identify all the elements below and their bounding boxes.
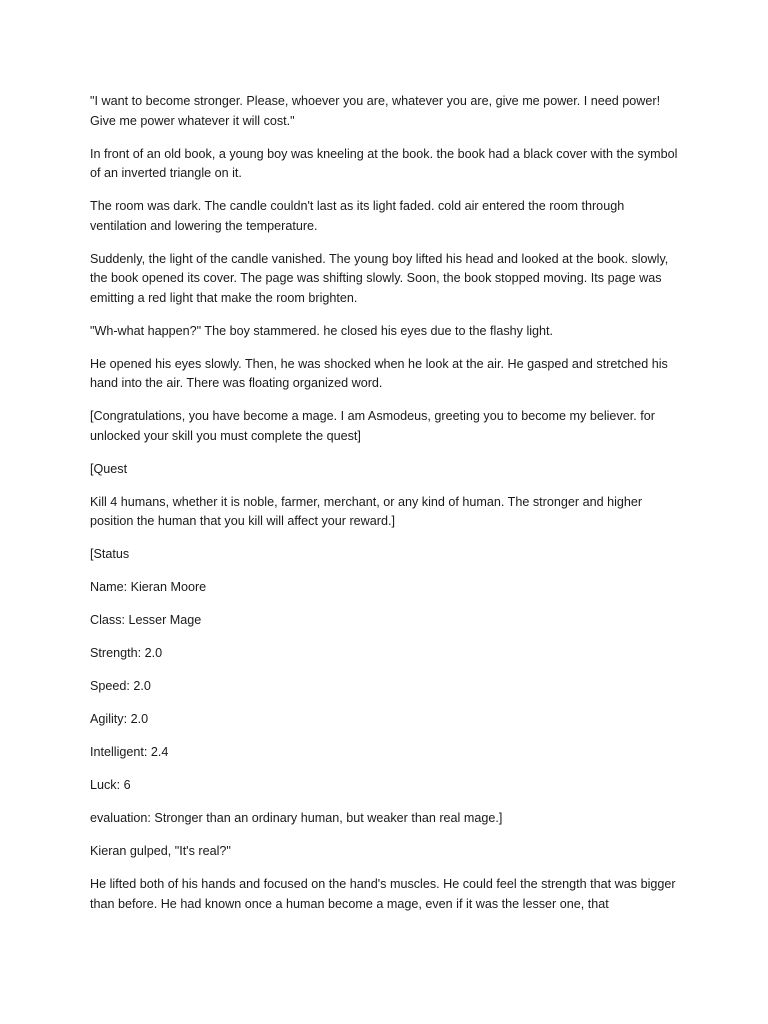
quest-description: Kill 4 humans, whether it is noble, farmer, merchant, or any kind of human. The stronger and higher position the human that you kill will affect your reward.] [90,494,643,528]
status-evaluation: evaluation: Stronger than an ordinary human, but weaker than real mage.] [90,811,503,825]
paragraph-3: The room was dark. The candle couldn't last as its light faded. cold air entered the room through ventilation and lowering the temperature. [90,199,625,233]
quest-header: [Quest [90,461,128,476]
status-luck: Luck: 6 [90,778,131,792]
paragraph-kieran-gulped: Kieran gulped, "It's real?" [90,844,231,858]
status-speed: Speed: 2.0 [90,679,151,693]
paragraph-2: In front of an old book, a young boy was kneeling at the book. the book had a black cover with the symbol of an inverted triangle on it. [90,146,678,180]
paragraph-6: He opened his eyes slowly. Then, he was shocked when he look at the air. He gasped and stretched his hand into the air. There was floating organized word. [90,356,668,390]
paragraph-4: Suddenly, the light of the candle vanished. The young boy lifted his head and looked at the book. slowly, the book opened its cover. The page was shifting slowly. Soon, the book stopped moving. Its page was emitting a red light that make the room brighten. [90,251,669,305]
status-agility: Agility: 2.0 [90,712,149,726]
system-message: [Congratulations, you have become a mage. I am Asmodeus, greeting you to become my believer. for unlocked your skill you must complete the quest] [90,409,655,443]
status-name: Name: Kieran Moore [90,580,207,594]
status-class: Class: Lesser Mage [90,613,202,627]
document-body [90,92,680,928]
paragraph-5: "Wh-what happen?" The boy stammered. he closed his eyes due to the flashy light. [90,323,554,338]
status-intelligent: Intelligent: 2.4 [90,745,169,759]
status-strength: Strength: 2.0 [90,646,163,660]
paragraph-1: "I want to become stronger. Please, whoever you are, whatever you are, give me power. I need power! Give me power whatever it will cost." [90,94,661,128]
status-header: [Status [90,547,130,561]
paragraph-final: He lifted both of his hands and focused on the hand's muscles. He could feel the strength that was bigger than before. He had known once a human become a mage, even if it was the lesser one, that [90,877,676,911]
